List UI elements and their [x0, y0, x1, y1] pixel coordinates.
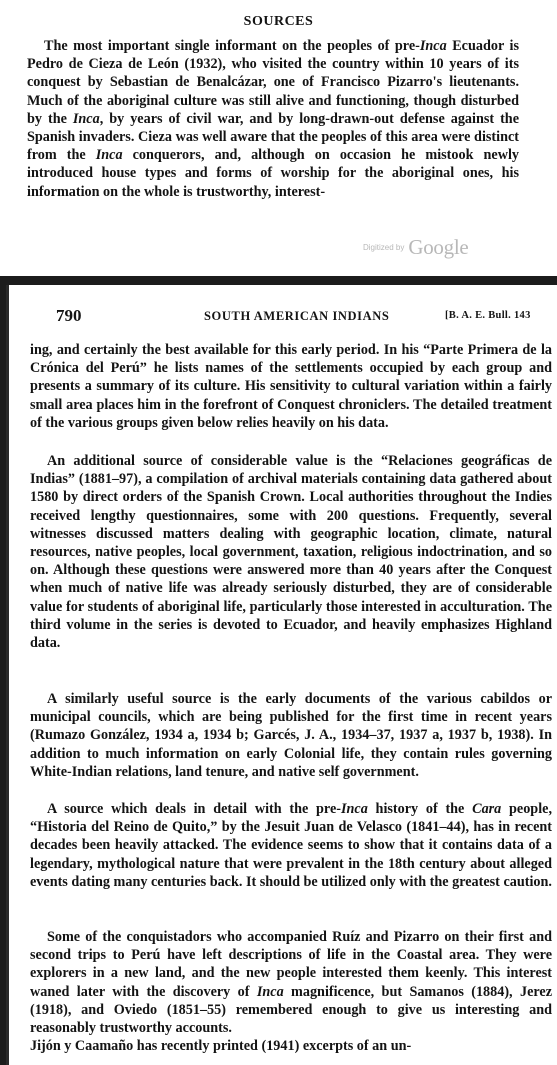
paragraph-cabildos: A similarly useful source is the early documents of the various cabildos or municipal councils, which are being published for the first time in recent years (Rumazo González, 1934 a, 1934 b; Garcés, J. A., 1934–37, 1937 a, 1937 b, 1938). In addition to much information on early Colonial life, they contain rules governing White-Indian relations, land tenure, and native self government.: [30, 691, 552, 780]
google-logo: Google: [408, 235, 469, 259]
italic-term: Inca: [256, 983, 284, 1000]
paragraph-text: conquerors, and, although on occasion he mistook newly introduced house types and forms of worship for the aboriginal ones, his information on the whole is trustworthy, interest-: [27, 147, 520, 200]
paragraph-text: A source which deals in detail with the pre-: [47, 801, 341, 817]
italic-term: Inca: [95, 147, 123, 164]
upper-page: [0, 0, 557, 276]
paragraph-text: history of the: [367, 801, 473, 817]
paragraph-text: The most important single informant on the peoples of pre-: [44, 38, 420, 54]
paragraph-jijon-cut: Jijón y Caamaño has recently printed (1941) excerpts of an un-: [30, 1038, 412, 1054]
paragraph-text: Ecuador is Pedro de Cieza de León (1932), who visited the country within 10 years of its conquest by Sebastian de Benalcázar, one of Francisco Pizarro's lieutenants. Much of the aboriginal culture was still alive and functioning, though disturbed by the: [27, 38, 519, 127]
paragraph-cieza: [27, 37, 519, 201]
section-title: SOURCES: [243, 14, 314, 29]
watermark-prefix: Digitized by: [363, 243, 405, 252]
paragraph-velasco: [30, 800, 552, 891]
paragraph-text: people, “Historia del Reino de Quito,” by the Jesuit Juan de Velasco (1841–44), has in recent decades been heavily attacked. The evidence seems to show that it contains data of a legendary, mythological nature that were prevalent in the 18th century about alleged events dating many centuries back. It should be utilized only with the greatest caution.: [30, 801, 552, 890]
italic-term: Inca: [341, 801, 368, 817]
italic-term: Inca: [419, 38, 447, 54]
paragraph-text: magnificence, but Samanos (1884), Jerez (1918), and Oviedo (1851–55) remembered enough to give us interesting and reasonably trustworthy accounts.: [30, 983, 553, 1037]
lower-page: [6, 285, 557, 1065]
paragraph-relaciones: An additional source of considerable value is the “Relaciones geográficas de Indias” (1881–97), a compilation of archival materials containing data gathered about 1580 by direct orders of the Spanish Crown. Local authorities throughout the Indies received lengthy questionnaires, some with 200 questions. Frequently, several witnesses discussed matters dealing with geographic location, climate, natural resources, native peoples, local government, taxation, religious indoctrination, and so on. Although these questions were answered more than 40 years after the Conquest when much of native life was already seriously disturbed, they are of considerable value for students of aboriginal life, particularly those interested in acculturation. The third volume in the series is devoted to Ecuador, and heavily emphasizes Highland data.: [30, 453, 552, 652]
page-header: [9, 306, 554, 326]
paragraph-text: , by years of civil war, and by long-drawn-out defense against the Spanish invaders. Cieza was well aware that the peoples of this area were distinct from the: [27, 110, 519, 164]
paragraph-continuation: ing, and certainly the best available for this early period. In his “Parte Primera de la Crónica del Perú” he lists names of the settlements occupied by each group and presents a summary of its culture. His sensitivity to cultural variation within a fairly small area places him in the forefront of Conquest chroniclers. The detailed treatment of the various groups given below relies heavily on his data.: [30, 342, 552, 431]
paragraph-text: Some of the conquistadors who accompanied Ruíz and Pizarro on their first and second trips to Perú have left descriptions of life in the Coastal area. They were explorers in a new land, and the new people interested them keenly. This interest waned later with the discovery of: [30, 929, 552, 1000]
italic-term: Inca: [72, 110, 100, 127]
paragraph-conquistadors: [30, 928, 552, 1037]
page-number: 790: [56, 306, 82, 325]
italic-term: Cara: [472, 801, 502, 817]
digitized-watermark: [363, 235, 468, 260]
series-reference: [B. A. E. Bull. 143: [445, 310, 531, 321]
running-head: SOUTH AMERICAN INDIANS: [204, 309, 390, 323]
